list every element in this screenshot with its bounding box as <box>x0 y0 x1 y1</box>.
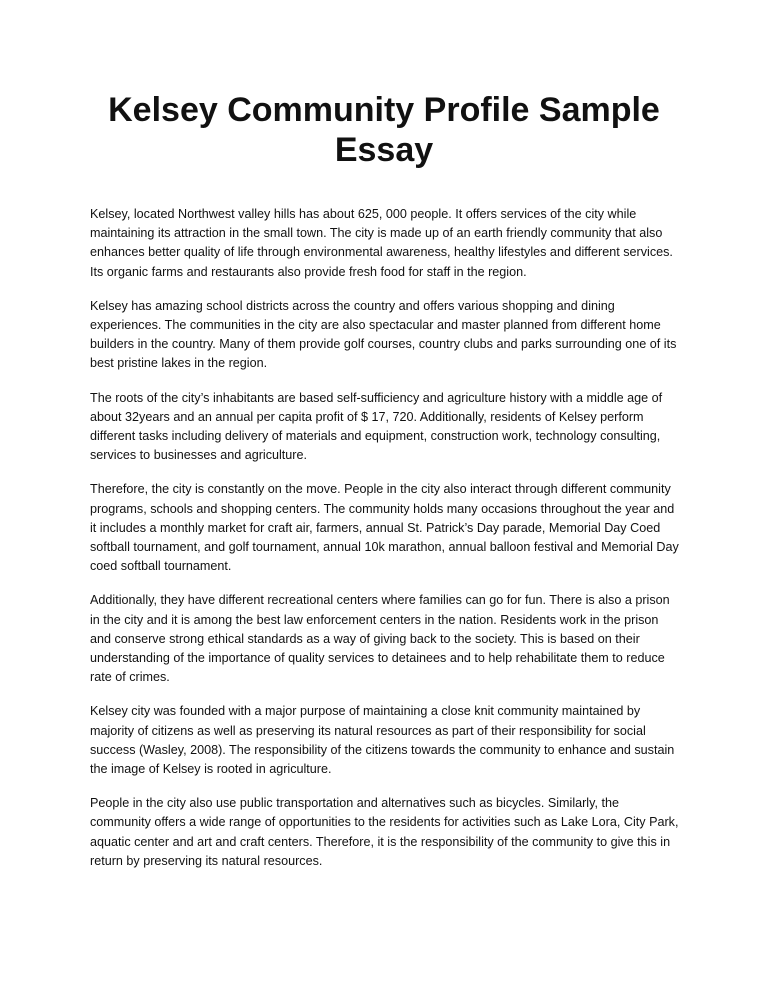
paragraph-4: Therefore, the city is constantly on the move. People in the city also interact through different community programs, schools and shopping centers. The community holds many occasions throughout the year and it includes a monthly market for craft air, farmers, annual St. Patrick’s Day parade, Memorial Day Coed softball tournament, and golf tournament, annual 10k marathon, annual balloon festival and Memorial Day coed softball tournament. <box>90 482 679 574</box>
paragraph-2: Kelsey has amazing school districts across the country and offers various shopping and dining experiences. The communities in the city are also spectacular and master planned from different home builders in the country. Many of them provide golf courses, country clubs and parks surrounding one of its best pristine lakes in the region. <box>90 298 677 371</box>
paragraph-1: Kelsey, located Northwest valley hills has about 625, 000 people. It offers services of the city while maintaining its attraction in the small town. The city is made up of an earth friendly community that also enhances better quality of life through environmental awareness, healthy lifestyles and different services. Its organic farms and restaurants also provide fresh food for staff in the region. <box>90 207 673 279</box>
paragraph-6: Kelsey city was founded with a major purpose of maintaining a close knit community maintained by majority of citizens as well as preserving its natural resources as part of their responsibility for social success (Wasley, 2008). The responsibility of the citizens towards the community to enhance and sustain the image of Kelsey is rooted in agriculture. <box>90 704 675 777</box>
document-body <box>90 205 680 886</box>
paragraph-5: Additionally, they have different recreational centers where families can go for fun. There is also a prison in the city and it is among the best law enforcement centers in the nation. Residents work in the prison and conserve strong ethical standards as a way of giving back to the society. This is based on their understanding of the importance of quality services to detainees and to help rehabilitate them to reduce rate of crimes. <box>90 593 670 685</box>
document-title: Kelsey Community Profile Sample Essay <box>108 91 660 169</box>
paragraph-7: People in the city also use public transportation and alternatives such as bicycles. Similarly, the community offers a wide range of opportunities to the residents for activities such as Lake Lora, City Park, aquatic center and art and craft centers. Therefore, it is the responsibility of the community to give this in return by preserving its natural resources. <box>90 796 679 868</box>
paragraph-3: The roots of the city’s inhabitants are based self-sufficiency and agriculture history with a middle age of about 32years and an annual per capita profit of $ 17, 720. Additionally, residents of Kelsey perform different tasks including delivery of materials and equipment, construction work, technology consulting, services to businesses and agriculture. <box>90 390 663 463</box>
